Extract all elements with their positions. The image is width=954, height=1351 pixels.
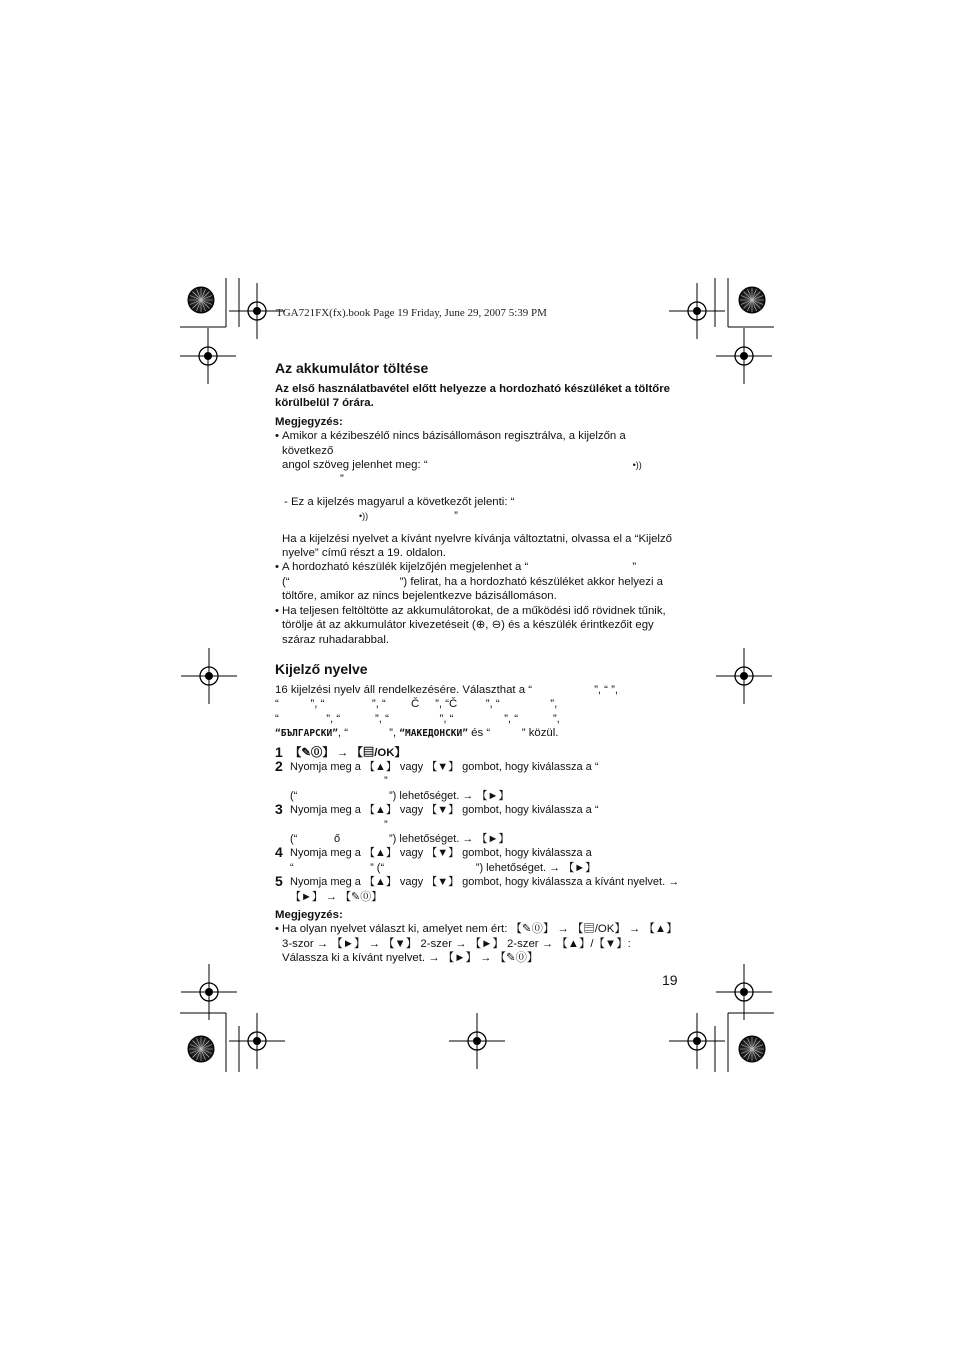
section-title-language: Kijelző nyelve [275,660,368,677]
section-title-battery: Az akkumulátor töltése [275,360,429,376]
battery-intro: Az első használatbavétel előtt helyezze a hordozható készüléket a töltőre körülbelül 7 órára. [275,383,670,410]
signal-icon: •)) [359,511,369,522]
note-language-hint: Ha a kijelzési nyelvet a kívánt nyelvre kívánja változtatni, olvassa el a “Kijelző nyelve” című részt a 19. oldalon. [282,532,672,560]
lang-macedonian: “МАКЕДОНСКИ” [399,728,468,740]
note-sub-translation: - Ez a kijelzés magyarul a következőt jelenti: “ •)) ” [284,495,515,523]
print-header: TGA721FX(fx).book Page 19 Friday, June 29, 2007 5:39 PM [276,307,547,319]
note-bullet-3: • Ha teljesen feltöltötte az akkumulátorokat, de a működési idő rövidnek tűnik, törölje át az akkumulátor kivezetéseit (⊕, ⊖) és a készülék érintkezőit egy száraz ruhadarabbal. [275,604,680,647]
step-3: 3 Nyomja meg a 【▲】 vagy 【▼】 gombot, hogy kiválassza a “” (“ ő ”) lehetőséget. → 【►】 [275,801,599,845]
lang-bulgarian: “БЪЛГАРСКИ” [275,728,338,740]
language-list: 16 kijelzési nyelv áll rendelkezésére. Választhat a “ ”, “ ”, “ ”, “ ”, “ Č ”, “Č ”, “ ”, “ ”, “ ”, “ ”, “ ”, “ ”, “БЪЛГАРСКИ”, “ ”, “МАКЕДОНСКИ” és “ ” közül. [275,683,619,740]
page-number: 19 [662,972,678,988]
step-2: 2 Nyomja meg a 【▲】 vagy 【▼】 gombot, hogy kiválassza a “” (“ ”) lehetőséget. → 【►】 [275,757,599,802]
note-bullet-1: • Amikor a kézibeszélő nincs bázisállomáson regisztrálva, a kijelzőn a következő angol szöveg jelenhet meg: “ •)) ” [275,429,680,487]
note-heading: Megjegyzés: [275,415,343,428]
step-5: 5 Nyomja meg a 【▲】 vagy 【▼】 gombot, hogy kiválassza a kívánt nyelvet. → 【►】 → 【✎⓪】 [275,873,680,903]
step-4: 4 Nyomja meg a 【▲】 vagy 【▼】 gombot, hogy kiválassza a “ ” (“ ”) lehetőséget. → 【►】 [275,844,597,874]
page-content [275,360,680,966]
signal-icon: •)) [632,460,642,471]
note-heading-2: Megjegyzés: [275,909,343,921]
step-1: 1 【✎⓪】 → 【▤/OK】 [275,743,406,760]
note-language-reset: • Ha olyan nyelvet választ ki, amelyet nem ért: 【✎⓪】 → 【▤/OK】 → 【▲】 3-szor → 【►】 → 【▼】 2-szer → 【►】 2-szer → 【▲】/【▼】: Válassza ki a kívánt nyelvet. → 【►】 → 【✎⓪】 [275,922,680,965]
note-bullet-2: • A hordozható készülék kijelzőjén megjelenhet a “ ” (“ ”) felirat, ha a hordozható készüléket akkor helyezi a töltőre, amikor az nincs bejelentkezve bázisállomáson. [275,560,680,603]
